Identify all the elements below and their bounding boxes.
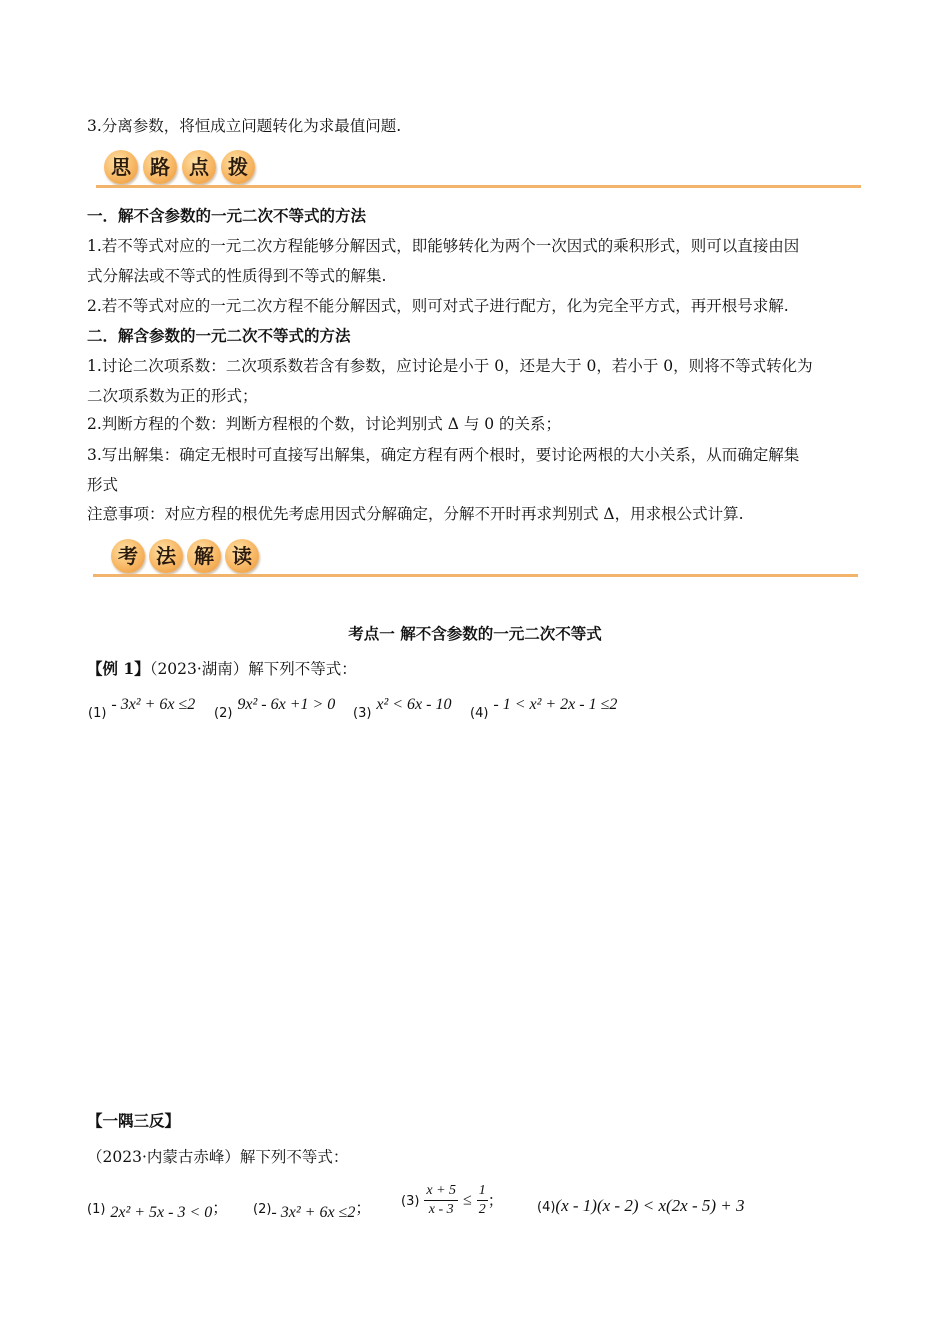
section2-paragraph3-line2: 形式 — [87, 476, 119, 494]
practice-item — [253, 1198, 371, 1220]
item-expression: 9x² - 6x +1 > 0 — [237, 696, 336, 713]
practice-item — [401, 1182, 503, 1219]
section2-paragraph1-line1: 1.讨论二次项系数：二次项系数若含有参数，应讨论是小于 0，还是大于 0，若小于 0，则将不等式转化为 — [87, 357, 813, 375]
item-expression: 2x² + 5x - 3 < 0 — [110, 1204, 213, 1221]
section2-paragraph3-line1: 3.写出解集：确定无根时可直接写出解集，确定方程有两个根时，要讨论两根的大小关系，从而确定解集 — [87, 446, 800, 464]
example1-item — [470, 694, 618, 721]
banner-silu-dianbo — [96, 150, 861, 194]
item-number: (1) — [88, 706, 107, 721]
banner-char: 路 — [143, 150, 177, 184]
section1-heading: 一．解不含参数的一元二次不等式的方法 — [87, 206, 367, 225]
denominator: 2 — [478, 1202, 486, 1217]
fraction-rhs — [477, 1182, 488, 1219]
practice-item — [537, 1196, 745, 1218]
section2-heading: 二．解含参数的一元二次不等式的方法 — [87, 326, 351, 345]
numerator: 1 — [477, 1182, 488, 1201]
fraction-lhs — [424, 1182, 458, 1219]
banner-char: 法 — [149, 539, 183, 573]
numerator: x + 5 — [424, 1182, 458, 1201]
item-expression: (x - 1)(x - 2) < x(2x - 5) + 3 — [555, 1196, 745, 1215]
item-tail: ； — [212, 1199, 228, 1217]
example1-header — [87, 659, 357, 679]
banner-kaofa-jiedu — [93, 539, 856, 583]
denominator: x - 3 — [428, 1202, 454, 1217]
item-expression: x² < 6x - 10 — [376, 696, 452, 713]
banner-char: 读 — [225, 539, 259, 573]
banner-char: 拨 — [221, 150, 255, 184]
item-expression: - 3x² + 6x ≤2 — [271, 1204, 356, 1221]
banner-char: 思 — [104, 150, 138, 184]
section1-paragraph1-line2: 式分解法或不等式的性质得到不等式的解集. — [87, 267, 387, 285]
section2-paragraph2: 2.判断方程的个数：判断方程根的个数，讨论判别式 Δ 与 0 的关系； — [87, 415, 562, 433]
intro-line: 3.分离参数，将恒成立问题转化为求最值问题. — [87, 117, 402, 135]
item-expression: - 3x² + 6x ≤2 — [111, 696, 196, 713]
item-tail: ； — [487, 1191, 504, 1210]
item-number: (3) — [401, 1193, 420, 1209]
item-expression: - 1 < x² + 2x - 1 ≤2 — [493, 696, 618, 713]
item-number: (2) — [214, 706, 233, 721]
example1-item — [88, 694, 196, 721]
example1-label: 【例 1】 — [87, 659, 150, 678]
item-number: (2) — [253, 1202, 272, 1217]
banner-char: 解 — [187, 539, 221, 573]
section1-paragraph2: 2.若不等式对应的一元二次方程不能分解因式，则可对式子进行配方，化为完全平方式，再开根号求解. — [87, 297, 789, 315]
example1-item — [214, 694, 336, 721]
item-number: (4) — [470, 706, 489, 721]
banner-char: 考 — [111, 539, 145, 573]
practice-item — [87, 1198, 228, 1220]
relation: ≤ — [462, 1191, 472, 1209]
example1-source: （2023·湖南）解下列不等式： — [149, 660, 357, 678]
practice-source: （2023·内蒙古赤峰）解下列不等式： — [87, 1148, 349, 1166]
section1-paragraph1-line1: 1.若不等式对应的一元二次方程能够分解因式，即能够转化为两个一次因式的乘积形式，则可以直接由因 — [87, 237, 800, 255]
banner-rule — [93, 574, 858, 577]
section2-note: 注意事项：对应方程的根优先考虑用因式分解确定，分解不开时再求判别式 Δ，用求根公式计算. — [87, 505, 744, 523]
practice-label: 【一隅三反】 — [87, 1111, 181, 1130]
kaodian-title: 考点一 解不含参数的一元二次不等式 — [348, 624, 602, 643]
banner-char: 点 — [182, 150, 216, 184]
section2-paragraph1-line2: 二次项系数为正的形式； — [87, 387, 258, 405]
item-number: (4) — [537, 1200, 556, 1215]
item-number: (3) — [353, 706, 372, 721]
banner-rule — [96, 185, 861, 188]
item-number: (1) — [87, 1202, 106, 1217]
example1-item — [353, 694, 452, 721]
item-tail: ； — [355, 1199, 371, 1217]
